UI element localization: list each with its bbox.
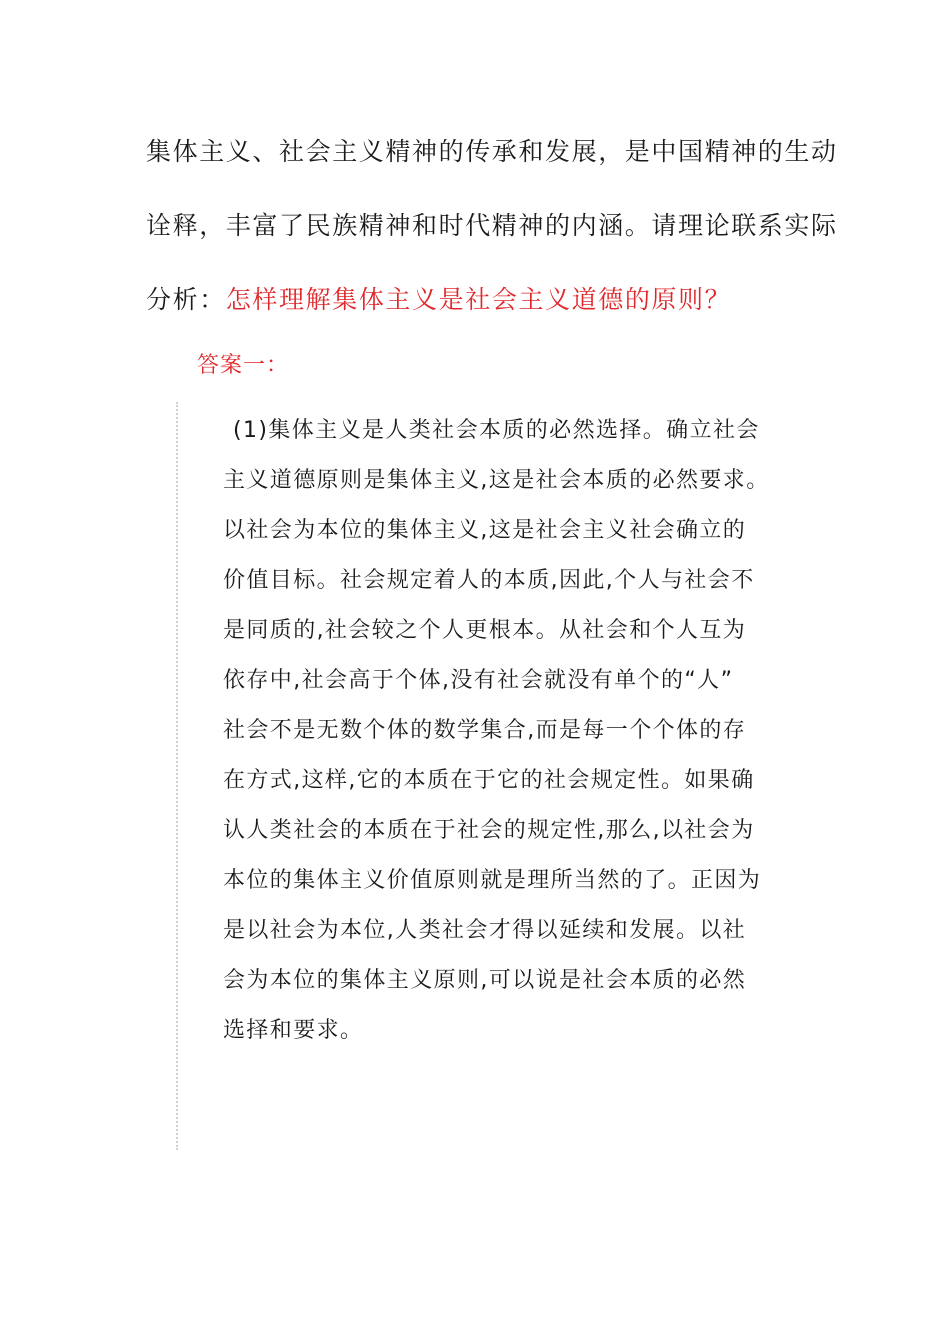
question-prefix: 分析： <box>146 285 226 314</box>
question-line-1: 集体主义、社会主义精神的传承和发展，是中国精神的生动 <box>146 137 838 166</box>
answer-label: 答案一： <box>197 353 290 378</box>
answer-line: 主义道德原则是集体主义,这是社会本质的必然要求。 <box>223 468 770 493</box>
answer-line: 认人类社会的本质在于社会的规定性,那么,以社会为 <box>223 818 755 843</box>
answer-line: 选择和要求。 <box>223 1018 364 1043</box>
quote-bar <box>176 402 178 1150</box>
answer-line: (1)集体主义是人类社会本质的必然选择。确立社会 <box>233 418 760 443</box>
answer-line: 社会不是无数个体的数学集合,而是每一个个体的存 <box>223 718 747 743</box>
answer-line: 是以社会为本位,人类社会才得以延续和发展。以社 <box>223 918 747 943</box>
answer-line: 本位的集体主义价值原则就是理所当然的了。正因为 <box>223 868 762 893</box>
question-line-2: 诠释，丰富了民族精神和时代精神的内涵。请理论联系实际 <box>146 211 838 240</box>
question-line-3 <box>146 285 731 315</box>
answer-line: 在方式,这样,它的本质在于它的社会规定性。如果确 <box>223 768 755 793</box>
answer-line: 以社会为本位的集体主义,这是社会主义社会确立的 <box>223 518 747 543</box>
answer-line: 价值目标。社会规定着人的本质,因此,个人与社会不 <box>223 568 755 593</box>
answer-line: 是同质的,社会较之个人更根本。从社会和个人互为 <box>223 618 747 643</box>
answer-line: 依存中,社会高于个体,没有社会就没有单个的“人” <box>223 668 734 693</box>
answer-body <box>223 416 770 1066</box>
answer-line: 会为本位的集体主义原则,可以说是社会本质的必然 <box>223 968 747 993</box>
question-highlight: 怎样理解集体主义是社会主义道德的原则？ <box>225 285 732 314</box>
